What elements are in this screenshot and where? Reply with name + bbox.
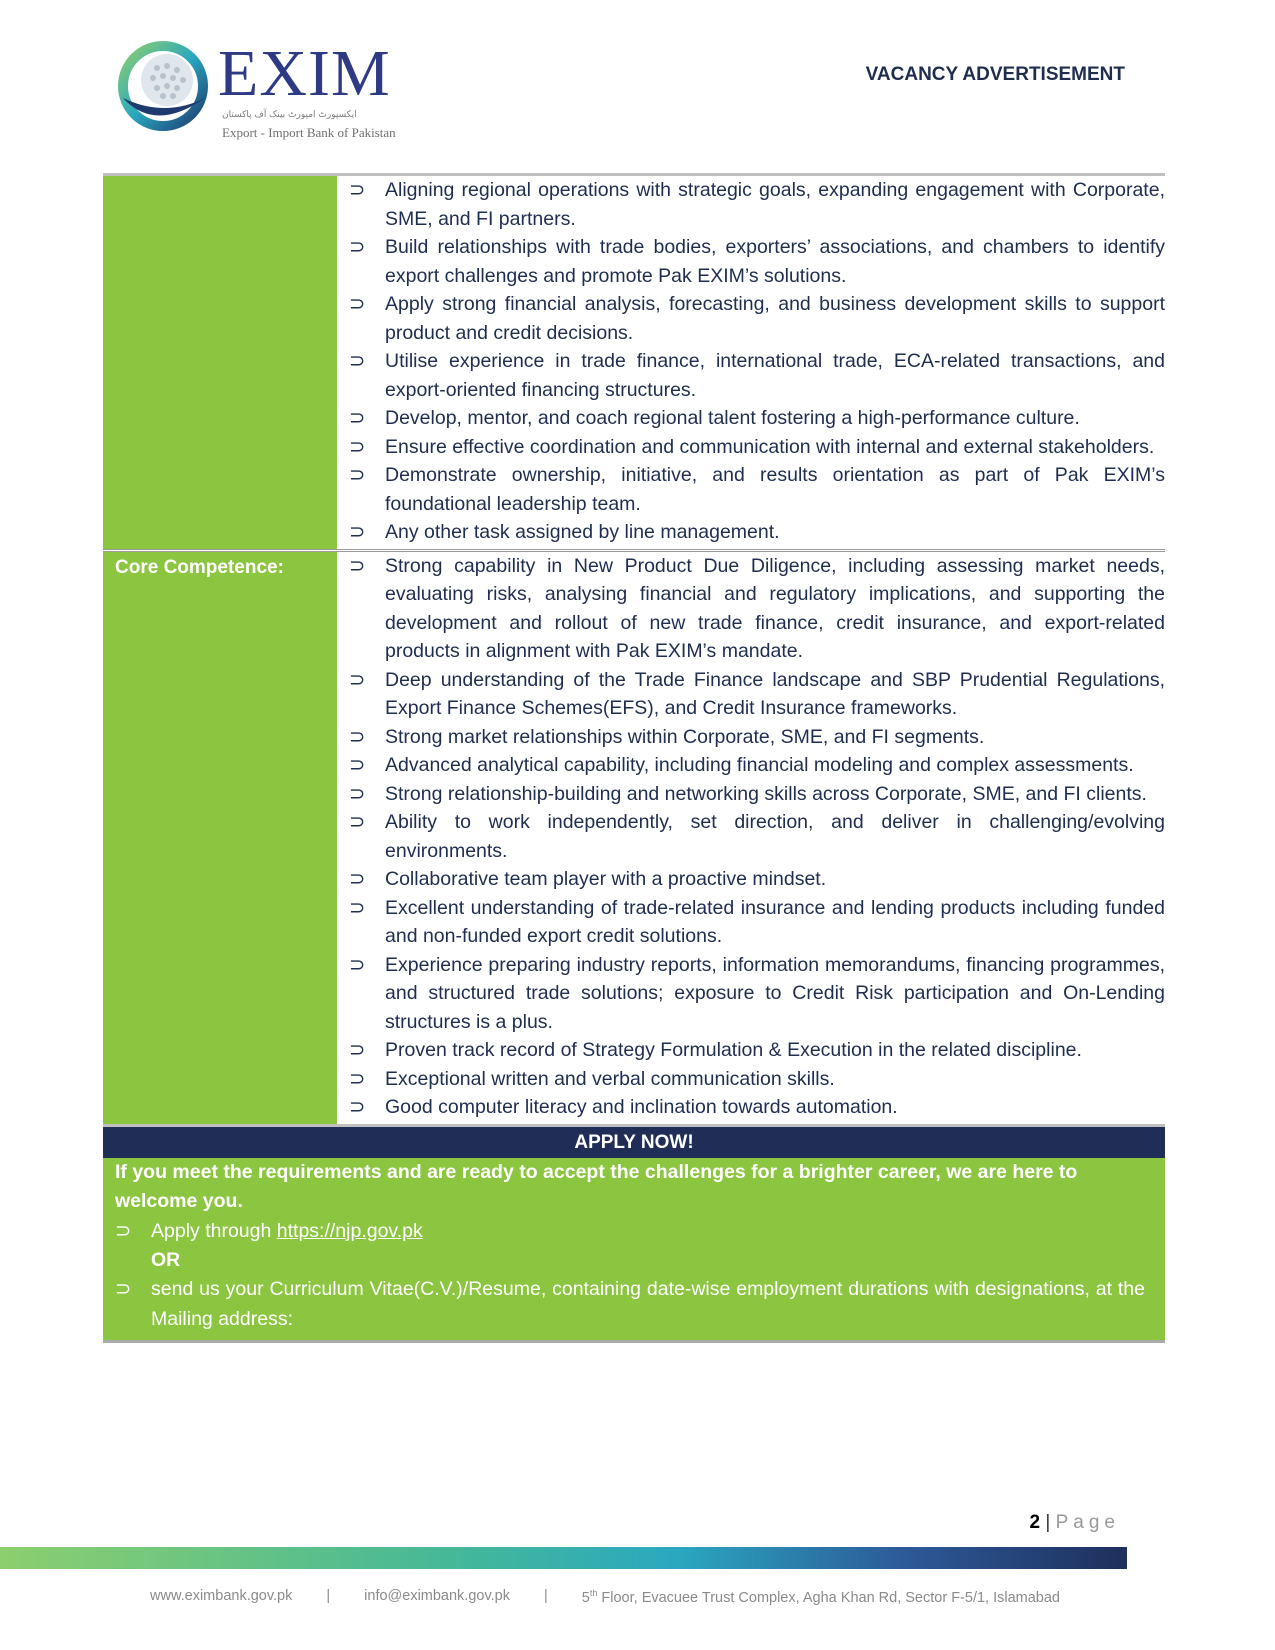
apply-options (115, 1216, 1145, 1246)
list-item-text: Advanced analytical capability, including financial modeling and complex assessments. (385, 754, 1134, 776)
list-item-text: Aligning regional operations with strategic goals, expanding engagement with Corporate, SME, and FI partners. (385, 179, 1165, 230)
list-item (349, 808, 1165, 865)
list-item (349, 347, 1165, 404)
bullet-icon: ⊃ (349, 868, 366, 890)
exim-logo (115, 38, 415, 143)
bullet-icon: ⊃ (349, 554, 366, 577)
list-item-text: Strong capability in New Product Due Diligence, including assessing market needs, evaluating risks, analysing financial and regulatory implications, and supporting the development and rollout of new trade finance, credit insurance, and export-related products in alignment with Pak EXIM’s mandate. (385, 554, 1165, 662)
list-item (349, 865, 1165, 894)
page-label: Page (1055, 1512, 1120, 1533)
apply-online-item (115, 1216, 1145, 1246)
bullet-icon: ⊃ (115, 1277, 132, 1300)
footer (150, 1588, 1060, 1606)
vacancy-table (103, 173, 1165, 1343)
footer-address-sup: th (589, 1588, 598, 1598)
footer-website[interactable]: www.eximbank.gov.pk (150, 1588, 293, 1604)
list-item (349, 780, 1165, 809)
responsibilities-label (103, 176, 337, 549)
list-item (349, 404, 1165, 433)
bullet-icon: ⊃ (349, 668, 366, 691)
list-item (349, 176, 1165, 233)
logo-subtitle: Export - Import Bank of Pakistan (222, 125, 396, 140)
list-item (349, 1036, 1165, 1065)
page-number (1030, 1512, 1120, 1534)
footer-separator: | (326, 1588, 331, 1604)
core-competence-list (349, 552, 1165, 1122)
apply-intro: If you meet the requirements and are ready to accept the challenges for a brighter career, we are here to welcome you. (115, 1160, 1078, 1212)
bullet-icon: ⊃ (349, 464, 366, 486)
footer-address (582, 1588, 1060, 1606)
apply-now-heading: APPLY NOW! (103, 1124, 1165, 1158)
bullet-icon: ⊃ (349, 1067, 366, 1090)
njp-link[interactable]: https://njp.gov.pk (276, 1219, 423, 1242)
list-item-text: Any other task assigned by line management. (385, 521, 780, 543)
page-number-value: 2 (1029, 1512, 1041, 1533)
list-item-text: Utilise experience in trade finance, international trade, ECA-related transactions, and export-oriented financing structures. (385, 350, 1165, 401)
list-item-text: Excellent understanding of trade-related insurance and lending products including funded and non-funded export credit solutions. (385, 896, 1165, 947)
bullet-icon: ⊃ (349, 350, 366, 372)
footer-email[interactable]: info@eximbank.gov.pk (364, 1588, 510, 1604)
list-item (349, 723, 1165, 752)
bullet-icon: ⊃ (349, 953, 366, 976)
bullet-icon: ⊃ (349, 236, 366, 258)
page-number-separator: | (1045, 1512, 1051, 1533)
list-item-text: Collaborative team player with a proactive mindset. (385, 868, 827, 890)
logo-wordmark: EXIM (218, 37, 391, 110)
globe-icon (115, 38, 215, 133)
list-item (349, 1065, 1165, 1094)
footer-address-floor: 5 (581, 1589, 590, 1606)
list-item-text: Demonstrate ownership, initiative, and results orientation as part of Pak EXIM’s foundational leadership team. (385, 464, 1165, 515)
bullet-icon: ⊃ (349, 725, 366, 748)
apply-mail-item (115, 1274, 1145, 1334)
list-item-text: Good computer literacy and inclination towards automation. (385, 1096, 898, 1118)
logo-urdu-text: ایکسپورٹ امپورٹ بینک آف پاکستان (222, 110, 357, 120)
list-item-text: Develop, mentor, and coach regional talent fostering a high-performance culture. (385, 407, 1080, 429)
list-item (349, 461, 1165, 518)
core-competence-row (103, 549, 1165, 1124)
list-item (349, 233, 1165, 290)
list-item-text: Deep understanding of the Trade Finance landscape and SBP Prudential Regulations, Export Finance Schemes(EFS), and Credit Insurance frameworks. (385, 668, 1165, 719)
responsibilities-row (103, 173, 1165, 549)
list-item-text: Experience preparing industry reports, information memorandums, financing programmes, and structured trade solutions; exposure to Credit Risk participation and On-Lending structures is a plus. (385, 953, 1165, 1033)
list-item (349, 751, 1165, 780)
or-separator: OR (151, 1248, 181, 1271)
bullet-icon: ⊃ (349, 407, 366, 429)
list-item (349, 518, 1165, 547)
apply-section (103, 1158, 1165, 1343)
bullet-icon: ⊃ (349, 435, 366, 458)
bullet-icon: ⊃ (349, 811, 366, 833)
core-competence-label: Core Competence: (103, 552, 337, 1124)
list-item (349, 552, 1165, 666)
list-item-text: Strong relationship-building and networking skills across Corporate, SME, and FI clients. (385, 782, 1147, 805)
list-item-text: Apply strong financial analysis, forecasting, and business development skills to support product and credit decisions. (385, 293, 1165, 344)
footer-gradient-bar (0, 1547, 1127, 1569)
list-item-text: Ensure effective coordination and communication with internal and external stakeholders. (385, 435, 1155, 458)
list-item-text: Strong market relationships within Corporate, SME, and FI segments. (385, 725, 985, 748)
bullet-icon: ⊃ (349, 293, 366, 315)
bullet-icon: ⊃ (349, 782, 366, 805)
list-item-text: Ability to work independently, set direction, and deliver in challenging/evolving environments. (385, 811, 1165, 862)
document-title: VACANCY ADVERTISEMENT (865, 64, 1125, 85)
apply-through-text: Apply through (151, 1219, 277, 1242)
list-item (349, 1093, 1165, 1122)
list-item (349, 290, 1165, 347)
bullet-icon: ⊃ (349, 179, 366, 201)
list-item-text: Build relationships with trade bodies, exporters’ associations, and chambers to identify export challenges and promote Pak EXIM’s solutions. (385, 236, 1165, 287)
bullet-icon: ⊃ (115, 1219, 132, 1242)
list-item (349, 666, 1165, 723)
bullet-icon: ⊃ (349, 1096, 366, 1118)
footer-separator: | (544, 1588, 548, 1604)
apply-mail-text: send us your Curriculum Vitae(C.V.)/Resume, containing date-wise employment durations with designations, at the Mailing address: (151, 1277, 1145, 1330)
list-item (349, 433, 1165, 462)
list-item (349, 894, 1165, 951)
apply-mail-list (115, 1274, 1145, 1334)
list-item-text: Proven track record of Strategy Formulation & Execution in the related discipline. (385, 1039, 1082, 1061)
bullet-icon: ⊃ (349, 521, 366, 543)
footer-address-rest: Floor, Evacuee Trust Complex, Agha Khan Rd, Sector F-5/1, Islamabad (597, 1589, 1060, 1606)
responsibilities-list (349, 176, 1165, 547)
list-item-text: Exceptional written and verbal communication skills. (385, 1067, 835, 1090)
bullet-icon: ⊃ (349, 896, 366, 919)
list-item (349, 951, 1165, 1037)
bullet-icon: ⊃ (349, 1039, 366, 1061)
bullet-icon: ⊃ (349, 754, 366, 776)
